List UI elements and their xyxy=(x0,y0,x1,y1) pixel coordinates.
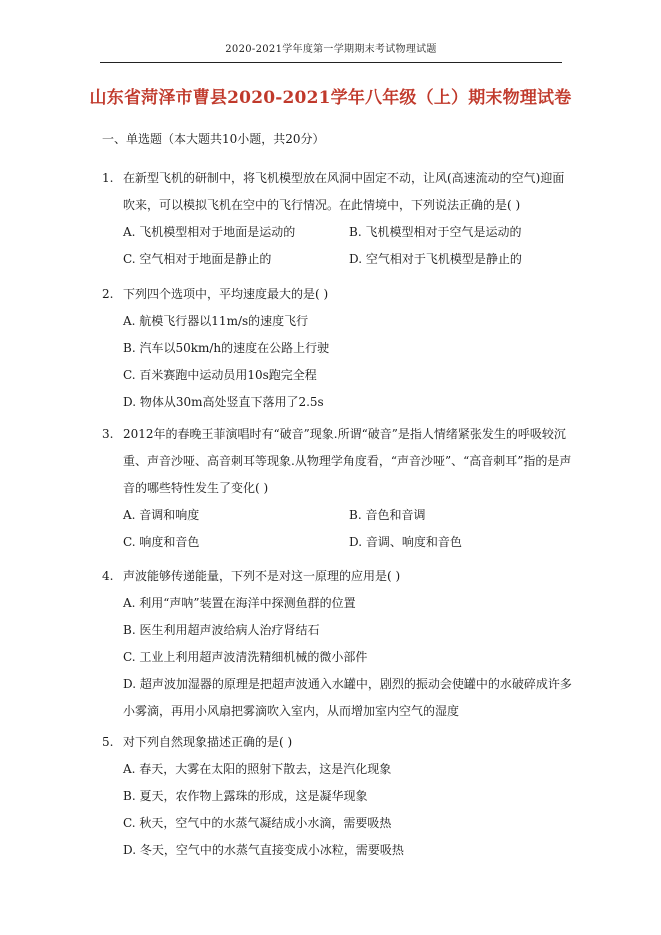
option-c: C. 百米赛跑中运动员用10s跑完全程 xyxy=(123,368,317,382)
question-number: 3. xyxy=(102,427,114,441)
option-c: C. 工业上利用超声波清洗精细机械的微小部件 xyxy=(123,650,368,664)
header-rule xyxy=(100,62,562,63)
option-c: C. 响度和音色 xyxy=(123,535,200,549)
option-b: B. 夏天，农作物上露珠的形成，这是凝华现象 xyxy=(123,789,368,803)
exam-title: 山东省菏泽市曹县2020-2021学年八年级（上）期末物理试卷 xyxy=(89,88,572,108)
question-number: 5. xyxy=(102,735,114,749)
option-d: D. 物体从30m高处竖直下落用了2.5s xyxy=(123,395,324,409)
option-d: D. 冬天，空气中的水蒸气直接变成小冰粒，需要吸热 xyxy=(123,843,404,857)
question-number: 2. xyxy=(102,287,114,301)
option-d: D. 音调、响度和音色 xyxy=(349,535,462,549)
option-a: A. 音调和响度 xyxy=(123,508,200,522)
option-b: B. 医生利用超声波给病人治疗肾结石 xyxy=(123,623,320,637)
options-list xyxy=(123,590,575,725)
option-a: A. 利用“声呐”装置在海洋中探测鱼群的位置 xyxy=(123,596,356,610)
option-a: A. 春天，大雾在太阳的照射下散去，这是汽化现象 xyxy=(123,762,392,776)
question-stem: 2012年的春晚王菲演唱时有“破音”现象.所谓“破音”是指人情绪紧张发生的呼吸较沉重、声音沙哑、高音刺耳等现象.从物理学角度看，“声音沙哑”、“高音刺耳”指的是声音的哪些特性发生了变化( ) xyxy=(123,427,572,495)
question-stem: 在新型飞机的研制中，将飞机模型放在风洞中固定不动，让风(高速流动的空气)迎面吹来，可以模拟飞机在空中的飞行情况。在此情境中，下列说法正确的是( ) xyxy=(123,171,565,212)
option-c: C. 秋天，空气中的水蒸气凝结成小水滴，需要吸热 xyxy=(123,816,392,830)
option-b: B. 汽车以50km/h的速度在公路上行驶 xyxy=(123,341,330,355)
question-body xyxy=(123,281,575,416)
option-c: C. 空气相对于地面是静止的 xyxy=(123,252,272,266)
running-header: 2020-2021学年度第一学期期末考试物理试题 xyxy=(225,44,437,55)
question-stem: 对下列自然现象描述正确的是( ) xyxy=(123,735,293,749)
option-a: A. 航模飞行器以11m/s的速度飞行 xyxy=(123,314,309,328)
question-body xyxy=(123,729,575,864)
option-d: D. 空气相对于飞机模型是静止的 xyxy=(349,252,522,266)
option-b: B. 音色和音调 xyxy=(349,508,426,522)
question-body xyxy=(123,563,575,725)
question-stem: 下列四个选项中，平均速度最大的是( ) xyxy=(123,287,329,301)
options-list xyxy=(123,502,575,556)
question-number: 4. xyxy=(102,569,114,583)
options-list xyxy=(123,219,575,273)
option-d: D. 超声波加湿器的原理是把超声波通入水罐中，剧烈的振动会使罐中的水破碎成许多小雾滴，再用小风扇把雾滴吹入室内，从而增加室内空气的湿度 xyxy=(123,677,572,718)
option-a: A. 飞机模型相对于地面是运动的 xyxy=(123,225,296,239)
question-body xyxy=(123,165,575,273)
question-number: 1. xyxy=(102,171,114,185)
question-stem: 声波能够传递能量，下列不是对这一原理的应用是( ) xyxy=(123,569,401,583)
options-list xyxy=(123,756,575,864)
options-list xyxy=(123,308,575,416)
option-b: B. 飞机模型相对于空气是运动的 xyxy=(349,225,522,239)
section-heading: 一、单选题（本大题共10小题，共20分） xyxy=(102,132,325,146)
question-body xyxy=(123,421,575,556)
